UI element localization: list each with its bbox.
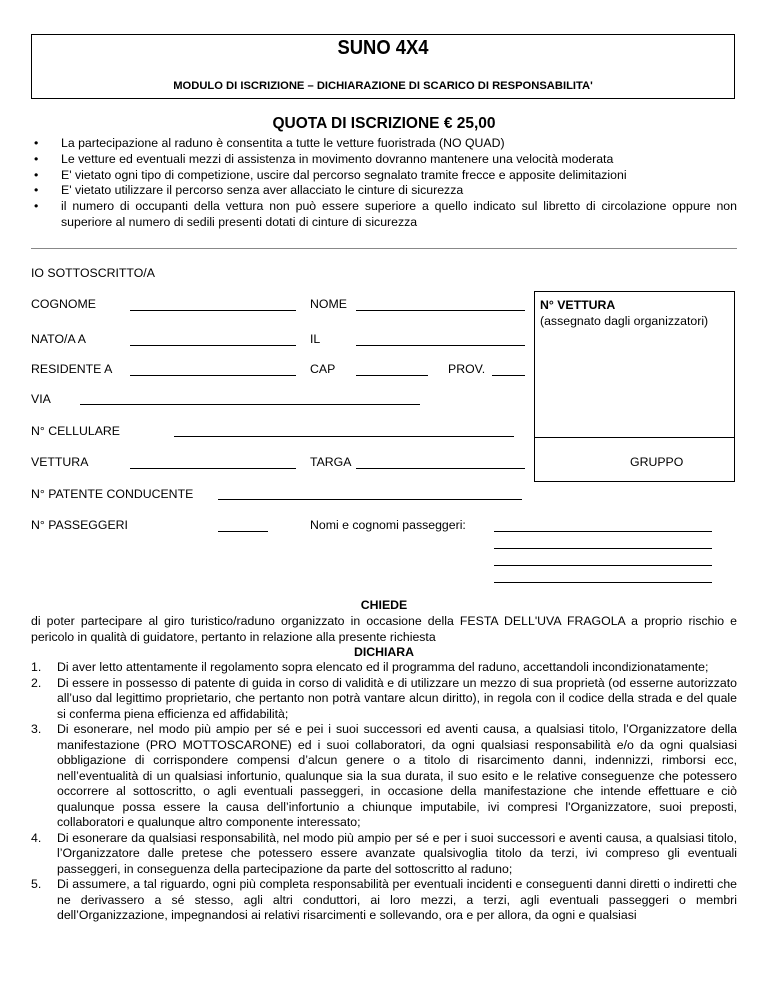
vettura-field[interactable]	[130, 468, 296, 469]
registration-fee: QUOTA DI ISCRIZIONE € 25,00	[272, 115, 496, 132]
dichiara-list	[31, 660, 737, 924]
declaration-item	[31, 722, 737, 831]
divider	[31, 248, 737, 249]
declaration-text: Di aver letto attentamente il regolamento sopra elencato ed il programma del raduno, accettandoli incondizionatamente;	[57, 660, 709, 674]
nato-label: NATO/A A	[31, 332, 86, 346]
rule-item: • il numero di occupanti della vettura non può essere superiore a quello indicato sul libretto di circolazione oppure non superiore al numero di sedili presenti dotati di cinture di sicurezza	[31, 199, 737, 231]
nomi-passeggeri-label: Nomi e cognomi passeggeri:	[310, 518, 466, 532]
declaration-text: Di essere in possesso di patente di guida in corso di validità e di utilizzare un mezzo di sua proprietà (od esserne autorizzato all’uso dal legittimo proprietario, che pertanto non potrà vantare alcun diritto), in regola con il codice della strada e del quale si conferma piena efficienza ed affidabilità;	[57, 675, 737, 721]
cellulare-label: N° CELLULARE	[31, 424, 120, 438]
document-subtitle: MODULO DI ISCRIZIONE – DICHIARAZIONE DI SCARICO DI RESPONSABILITA'	[173, 80, 593, 92]
cellulare-field[interactable]	[174, 436, 514, 437]
declaration-number: 5.	[31, 877, 42, 891]
prov-label: PROV.	[448, 362, 486, 376]
gruppo-label: GRUPPO	[630, 455, 684, 469]
document-title: SUNO 4X4	[337, 37, 429, 59]
cap-field[interactable]	[356, 375, 428, 376]
rule-item: • E' vietato utilizzare il percorso senza aver allacciato le cinture di sicurezza	[31, 183, 737, 199]
patente-label: N° PATENTE CONDUCENTE	[31, 487, 194, 501]
declaration-number: 4.	[31, 830, 42, 845]
dichiara-heading: DICHIARA	[353, 645, 415, 659]
vettura-box-title: N° VETTURA	[540, 298, 616, 312]
nome-field[interactable]	[356, 310, 525, 311]
via-label: VIA	[31, 392, 51, 406]
declaration-text: Di esonerare da qualsiasi responsabilità, nel modo più ampio per sé e per i suoi successori e aventi causa, a qualsiasi titolo, l’Organizzatore dalle pretese che potessero essere avanzate qualsivoglia titolo da terzi, ivi compreso gli eventuali passeggeri, in conseguenza della partecipazione da parte del sottoscritto al raduno;	[57, 830, 737, 876]
passenger-name-field[interactable]	[494, 531, 712, 532]
declaration-text: Di assumere, a tal riguardo, ogni più completa responsabilità per eventuali incidenti e conseguenti danni diretti o indiretti che ne derivassero a sé stesso, agli altri conduttori, ai loro mezzi, a terzi, agli eventuali passeggeri o membri dell’Organizzazione, impegnandosi ai relativi risarcimenti e sollevando, ora e per allora, da ogni e qualsiasi	[57, 877, 737, 922]
declaration-number: 3.	[31, 722, 42, 736]
form-intro: IO SOTTOSCRITTO/A	[31, 266, 155, 280]
passenger-name-field[interactable]	[494, 548, 712, 549]
passeggeri-label: N° PASSEGGERI	[31, 518, 128, 532]
header-box	[31, 34, 735, 99]
via-field[interactable]	[80, 404, 420, 405]
passenger-name-field[interactable]	[494, 582, 712, 583]
cap-label: CAP	[310, 362, 336, 376]
targa-field[interactable]	[356, 468, 525, 469]
residente-label: RESIDENTE A	[31, 362, 113, 376]
il-label: IL	[310, 332, 321, 346]
vettura-label: VETTURA	[31, 455, 89, 469]
passenger-name-field[interactable]	[494, 565, 712, 566]
declaration-number: 2.	[31, 675, 42, 690]
vettura-number-box	[534, 291, 735, 482]
nome-label: NOME	[310, 297, 347, 311]
patente-field[interactable]	[218, 499, 522, 500]
declaration-number: 1.	[31, 660, 42, 674]
declaration-item	[31, 831, 737, 878]
targa-label: TARGA	[310, 455, 352, 469]
residente-field[interactable]	[130, 375, 296, 376]
prov-field[interactable]	[492, 375, 525, 376]
vettura-box-divider	[535, 437, 734, 438]
cognome-field[interactable]	[130, 310, 296, 311]
il-field[interactable]	[356, 345, 525, 346]
nato-field[interactable]	[130, 345, 296, 346]
rule-item: • La partecipazione al raduno è consentita a tutte le vetture fuoristrada (NO QUAD)	[31, 136, 737, 152]
rule-item: • E' vietato ogni tipo di competizione, uscire dal percorso segnalato tramite frecce e apposite delimitazioni	[31, 168, 737, 184]
cognome-label: COGNOME	[31, 297, 96, 311]
chiede-text: di poter partecipare al giro turistico/raduno organizzato in occasione della FESTA DELL'UVA FRAGOLA a proprio rischio e pericolo in qualità di guidatore, pertanto in relazione alla presente richiesta	[31, 614, 737, 644]
passeggeri-field[interactable]	[218, 531, 268, 532]
declaration-item	[31, 660, 737, 676]
vettura-box-note: (assegnato dagli organizzatori)	[540, 314, 709, 328]
rule-item: • Le vetture ed eventuali mezzi di assistenza in movimento dovranno mantenere una velocità moderata	[31, 152, 737, 168]
rules-list	[31, 136, 737, 231]
declaration-item	[31, 676, 737, 723]
declaration-text: Di esonerare, nel modo più ampio per sé e pei i suoi successori ed aventi causa, a qualsiasi titolo, l’Organizzatore della manifestazione (PRO MOTTOSCARONE) ed i suoi collaboratori, da ogni qualsiasi responsabilità e/o da ogni qualsiasi obbligazione di corrispondere compensi d’alcun genere o a titolo di risarcimento danni, indennizzi, rimborsi ecc, nell’eventualità di un qualsiasi infortunio, qualunque sia la sua durata, il suo esito e le relative conseguenze che potessero occorrere al sottoscritto, o agli eventuali passeggeri, in occasione della manifestazione che intende effettuare e ciò qualunque possa essere la causa dell’infortunio a chiunque imputabile, ivi compresi l'Organizzatore, suoi preposti, collaboratori e qualunque altro componente interessato;	[57, 722, 737, 829]
chiede-heading: CHIEDE	[360, 598, 408, 612]
declaration-item	[31, 877, 737, 924]
